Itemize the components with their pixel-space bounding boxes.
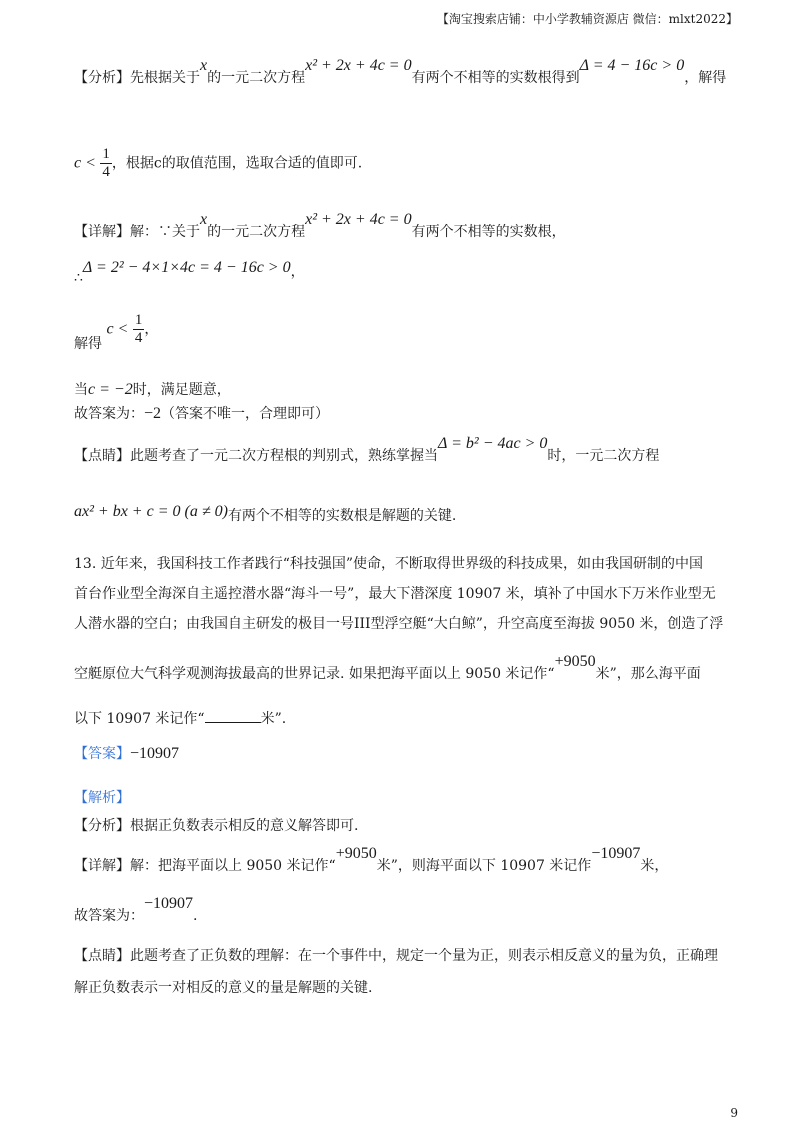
final-text: 故答案为： <box>74 908 144 924</box>
fraction-numerator: 1 <box>134 312 143 328</box>
analysis-text: ，解得 <box>684 70 727 86</box>
therefore-symbol: ∴ <box>74 270 83 286</box>
stem-text: 以下 10907 米记作“ <box>74 711 205 727</box>
analysis-text: 根据正负数表示相反的意义解答即可. <box>130 818 359 834</box>
fraction-one-quarter <box>133 312 145 347</box>
comma: ， <box>290 264 305 280</box>
analysis-text: 有两个不相等的实数根得到 <box>411 70 580 86</box>
page-number: 9 <box>730 1106 738 1120</box>
q13-stem-line-1: 13. 近年来，我国科技工作者践行“科技强国”使命，不断取得世界级的科技成果，如由我国研制的中国 <box>74 556 704 572</box>
page-header: 【淘宝搜索店铺：中小学教辅资源店 微信：mlxt2022】 <box>436 12 738 26</box>
fraction-one-quarter <box>100 146 112 181</box>
q13-stem-line-5 <box>74 708 286 729</box>
final-dot: . <box>193 908 198 924</box>
detail-text: 解：把海平面以上 9050 米记作“ <box>130 858 336 874</box>
stem-text: 空艇原位大气科学观测海拔最高的世界记录. 如果把海平面以上 9050 米记作“ <box>74 666 555 682</box>
c-less-than: c < <box>74 154 96 172</box>
detail-text: 米， <box>640 858 669 874</box>
solve-comma: ， <box>144 321 159 338</box>
detail-text: 解：∵关于 <box>130 224 200 240</box>
q13-stem-line-2: 首台作业型全海深自主遥控潜水器“海斗一号”，最大下潜深度 10907 米，填补了中国水下万米作业型无 <box>74 586 716 602</box>
analysis-text: 的一元二次方程 <box>207 70 306 86</box>
answer-text: 故答案为： <box>74 406 144 422</box>
when-expression: c = −2 <box>88 381 133 398</box>
comment-text: 此题考查了正负数的理解：在一个事件中，规定一个量为正，则表示相反意义的量为负，正确理 <box>130 948 718 964</box>
stem-text: 米”. <box>260 711 287 727</box>
stem-text: 米”，那么海平面 <box>595 666 701 682</box>
quadratic-equation: x² + 2x + 4c = 0 <box>305 211 412 228</box>
c-less-than: c < <box>106 320 129 338</box>
comment-label: 【点睛】 <box>74 448 130 464</box>
discriminant-inequality: Δ = 4 − 16c > 0 <box>579 57 685 74</box>
answer-note: （答案不唯一，合理即可） <box>161 406 330 422</box>
discriminant-condition: Δ = b² − 4ac > 0 <box>438 435 548 452</box>
when-text: 时，满足题意， <box>132 382 231 398</box>
plus-9050: +9050 <box>554 653 596 670</box>
quadratic-equation: x² + 2x + 4c = 0 <box>305 57 412 74</box>
q12-analysis-line-2 <box>74 146 362 181</box>
answer-value: −10907 <box>130 745 180 762</box>
q12-discriminant-line <box>74 259 305 286</box>
q12-analysis-line <box>74 57 727 88</box>
detail-text: 有两个不相等的实数根， <box>411 224 566 240</box>
q12-detail-line <box>74 211 566 242</box>
fraction-numerator: 1 <box>102 146 110 162</box>
detail-label: 【详解】 <box>74 858 130 874</box>
final-value: −10907 <box>144 895 194 912</box>
var-x: x <box>200 211 208 228</box>
answer-blank <box>205 708 261 723</box>
fraction-denominator: 4 <box>134 330 143 346</box>
q13-detail-line <box>74 845 669 876</box>
q13-comment-line-2: 解正负数表示一对相反的意义的量是解题的关键. <box>74 980 373 996</box>
general-quadratic: ax² + bx + c = 0 (a ≠ 0) <box>74 503 228 520</box>
fraction-denominator: 4 <box>102 164 110 180</box>
q12-comment-line-2 <box>74 503 457 526</box>
solve-text: 解得 <box>74 335 102 352</box>
q13-comment-line-1 <box>74 946 718 966</box>
comment-text: 此题考查了一元二次方程根的判别式，熟练掌握当 <box>130 448 438 464</box>
q13-analysis-line <box>74 816 358 836</box>
analysis-text: 先根据关于 <box>130 70 200 86</box>
answer-value: −2 <box>144 405 162 422</box>
comment-label: 【点睛】 <box>74 948 130 964</box>
when-text: 当 <box>74 382 88 398</box>
plus-9050: +9050 <box>335 845 377 862</box>
q13-stem-line-3: 人潜水器的空白；由我国自主研发的极目一号III型浮空艇“大白鲸”，升空高度至海拔 9050 米，创造了浮 <box>74 616 724 632</box>
q13-jiexi-label: 【解析】 <box>74 790 130 806</box>
q12-solve-line <box>74 312 159 352</box>
q12-comment-line <box>74 435 660 466</box>
q13-answer-line <box>74 744 179 764</box>
detail-text: 米”，则海平面以下 10907 米记作 <box>376 858 592 874</box>
comment-text: 时，一元二次方程 <box>547 448 660 464</box>
detail-text: 的一元二次方程 <box>207 224 306 240</box>
q12-when-line <box>74 380 231 400</box>
var-x: x <box>200 57 208 74</box>
comment-text: 有两个不相等的实数根是解题的关键. <box>227 508 457 524</box>
analysis-text: ，根据c的取值范围，选取合适的值即可. <box>111 155 363 172</box>
analysis-label: 【分析】 <box>74 70 130 86</box>
detail-label: 【详解】 <box>74 224 130 240</box>
discriminant-full: Δ = 2² − 4×1×4c = 4 − 16c > 0 <box>82 259 291 276</box>
answer-label: 【答案】 <box>74 746 130 762</box>
analysis-label: 【分析】 <box>74 818 130 834</box>
q13-stem-line-4 <box>74 653 701 684</box>
q13-final-answer-line <box>74 895 198 926</box>
q12-answer-line <box>74 404 329 424</box>
minus-10907: −10907 <box>591 845 641 862</box>
